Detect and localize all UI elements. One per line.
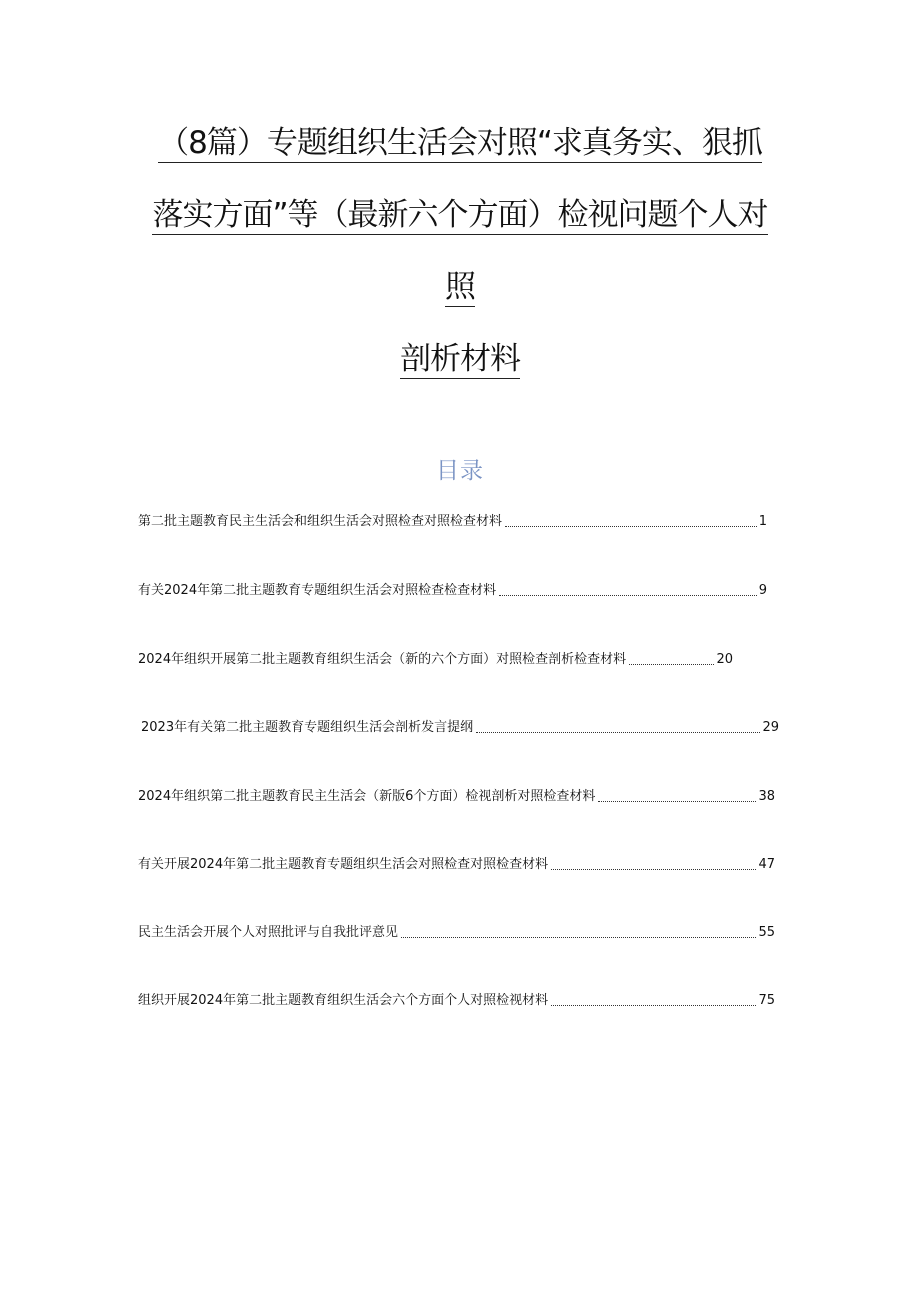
toc-entry[interactable] xyxy=(138,510,767,530)
toc-page-number: 47 xyxy=(758,857,775,872)
toc-heading: 目录 xyxy=(436,458,484,484)
toc-entry[interactable] xyxy=(138,853,775,873)
toc-entry-text: 2024年组织第二批主题教育民主生活会（新版6个方面）检视剖析对照检查材料 xyxy=(138,789,596,804)
toc-entry-text: 民主生活会开展个人对照批评与自我批评意见 xyxy=(138,925,399,940)
toc-page-number: 29 xyxy=(762,720,779,735)
toc-entry[interactable] xyxy=(138,648,733,668)
toc-leader-dots xyxy=(505,526,757,527)
toc-entry[interactable] xyxy=(138,579,767,599)
toc-entry-text: 第二批主题教育民主生活会和组织生活会对照检查对照检查材料 xyxy=(138,514,503,529)
toc-entry-text: 2024年组织开展第二批主题教育组织生活会（新的六个方面）对照检查剖析检查材料 xyxy=(138,652,627,667)
title-line-1-text: （8篇）专题组织生活会对照“求真务实、狠抓 xyxy=(158,125,762,161)
toc-leader-dots xyxy=(551,1005,756,1006)
toc-entry-text: 有关开展2024年第二批主题教育专题组织生活会对照检查对照检查材料 xyxy=(138,857,549,872)
title-line-4 xyxy=(0,341,920,416)
toc-leader-dots xyxy=(551,869,756,870)
toc-leader-dots xyxy=(499,595,757,596)
toc-page-number: 38 xyxy=(758,789,775,804)
title-line-3 xyxy=(0,269,920,344)
toc-entry[interactable] xyxy=(141,716,779,736)
toc-leader-dots xyxy=(598,801,756,802)
toc-page-number: 75 xyxy=(758,993,775,1008)
toc-entry-text: 2023年有关第二批主题教育专题组织生活会剖析发言提纲 xyxy=(141,720,474,735)
toc-entry[interactable] xyxy=(138,785,775,805)
toc-leader-dots xyxy=(629,664,714,665)
title-line-4-text: 剖析材料 xyxy=(400,341,520,377)
title-line-1 xyxy=(0,125,920,200)
toc-page-number: 1 xyxy=(758,514,767,529)
title-line-3-text: 照 xyxy=(445,269,475,305)
toc-page-number: 55 xyxy=(758,925,775,940)
toc-entry-text: 有关2024年第二批主题教育专题组织生活会对照检查检查材料 xyxy=(138,583,497,598)
toc-leader-dots xyxy=(476,732,760,733)
document-title xyxy=(0,125,920,416)
toc-page-number: 9 xyxy=(758,583,767,598)
title-line-2 xyxy=(0,197,920,272)
toc-page-number: 20 xyxy=(716,652,733,667)
title-line-2-text: 落实方面”等（最新六个方面）检视问题个人对 xyxy=(152,197,768,233)
toc-entry-text: 组织开展2024年第二批主题教育组织生活会六个方面个人对照检视材料 xyxy=(138,993,549,1008)
toc-leader-dots xyxy=(401,937,756,938)
toc-entry[interactable] xyxy=(138,921,775,941)
toc-entry[interactable] xyxy=(138,989,775,1009)
